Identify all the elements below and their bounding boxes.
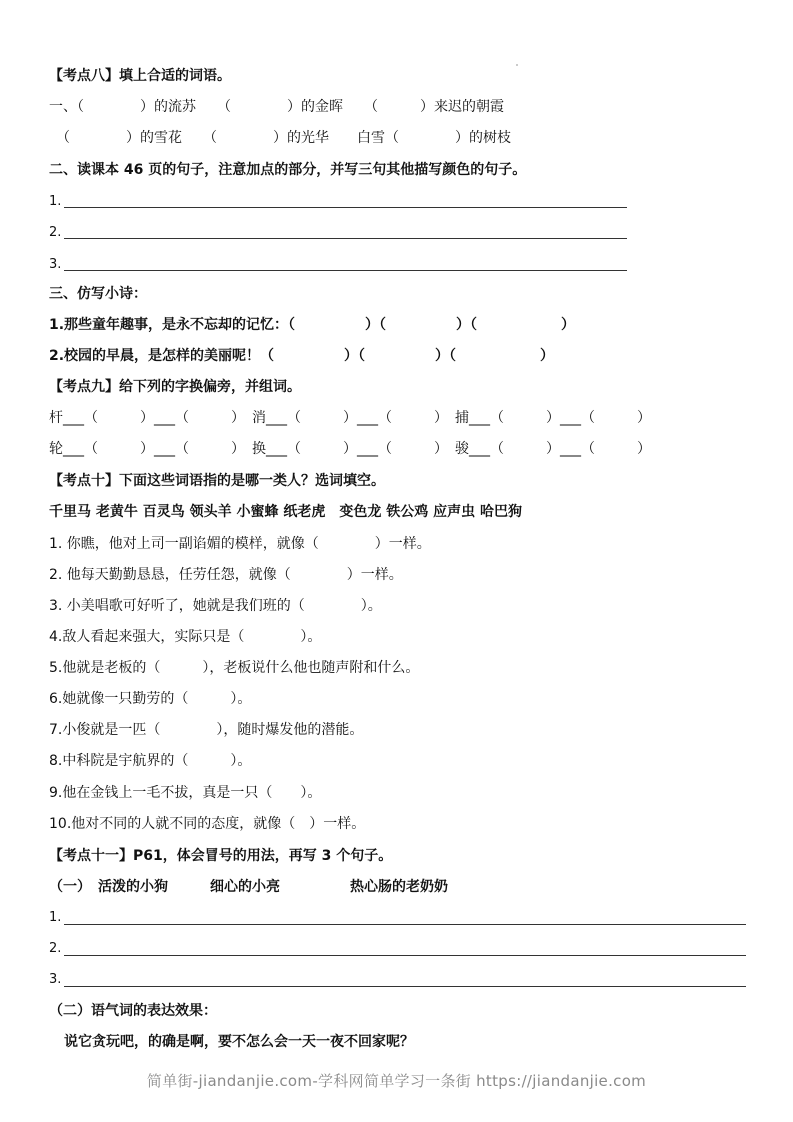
s2-answer-line-2[interactable] bbox=[64, 238, 627, 239]
k10-item-2: 2. 他每天勤勤恳恳，任劳任怨，就像（ ）一样。 bbox=[49, 567, 403, 583]
k9-row-1: 杆___（ ）___（ ） 消___（ ）___（ ） 捕___（ ）___（ ） bbox=[49, 410, 651, 426]
k10-item-3: 3. 小美唱歌可好听了，她就是我们班的（ ）。 bbox=[49, 598, 382, 614]
s2-answer-line-1[interactable] bbox=[64, 207, 627, 208]
k11-sentence: 说它贪玩吧，的确是啊，要不怎么会一天一夜不回家呢？ bbox=[64, 1034, 414, 1050]
s3-item-2: 2.校园的早晨，是怎样的美丽呢！（ ）（ ）（ ） bbox=[49, 348, 555, 364]
k11-answer-line-1[interactable] bbox=[64, 924, 746, 925]
s2-answer-line-3[interactable] bbox=[64, 270, 627, 271]
k10-word-bank: 千里马 老黄牛 百灵鸟 领头羊 小蜜蜂 纸老虎 变色龙 铁公鸡 应声虫 哈巴狗 bbox=[49, 504, 522, 520]
k11-line-label-3: 3. bbox=[49, 972, 62, 987]
k10-item-8: 8.中科院是宇航界的（ ）。 bbox=[49, 753, 252, 769]
s3-title: 三、仿写小诗： bbox=[49, 286, 147, 302]
k9-title: 【考点九】给下列的字换偏旁，并组词。 bbox=[49, 379, 301, 395]
k10-item-5: 5.他就是老板的（ ），老板说什么他也随声附和什么。 bbox=[49, 660, 420, 676]
k8-row-1: 一、（ ）的流苏 （ ）的金晖 （ ）来迟的朝霞 bbox=[49, 99, 504, 115]
k11-sub-2: （二）语气词的表达效果： bbox=[49, 1003, 217, 1019]
k10-title: 【考点十】下面这些词语指的是哪一类人？选词填空。 bbox=[49, 473, 385, 489]
k10-item-9: 9.他在金钱上一毛不拔，真是一只（ ）。 bbox=[49, 785, 322, 801]
k10-item-1: 1. 你瞧，他对上司一副谄媚的模样，就像（ ）一样。 bbox=[49, 536, 431, 552]
k11-line-label-2: 2. bbox=[49, 941, 62, 956]
k10-item-10: 10.他对不同的人就不同的态度，就像（ ）一样。 bbox=[49, 816, 366, 832]
k11-sub-1: （一） 活泼的小狗 细心的小亮 热心肠的老奶奶 bbox=[49, 879, 448, 895]
k10-item-4: 4.敌人看起来强大，实际只是（ ）。 bbox=[49, 629, 322, 645]
s2-line-label-1: 1. bbox=[49, 194, 62, 209]
page-footer: 简单街-jiandanjie.com-学科网简单学习一条街 https://jiandanjie.com bbox=[146, 1072, 647, 1090]
k11-line-label-1: 1. bbox=[49, 910, 62, 925]
k9-row-2: 轮___（ ）___（ ） 换___（ ）___（ ） 骏___（ ）___（ ） bbox=[49, 441, 651, 457]
stray-dot bbox=[516, 64, 518, 66]
k10-item-6: 6.她就像一只勤劳的（ ）。 bbox=[49, 691, 252, 707]
s3-item-1: 1.那些童年趣事，是永不忘却的记忆：（ ）（ ）（ ） bbox=[49, 317, 576, 333]
k11-answer-line-2[interactable] bbox=[64, 955, 746, 956]
s2-line-label-3: 3. bbox=[49, 257, 62, 272]
k8-row-2: （ ）的雪花 （ ）的光华 白雪（ ）的树枝 bbox=[49, 130, 511, 146]
k8-title: 【考点八】填上合适的词语。 bbox=[49, 68, 231, 84]
k11-title: 【考点十一】P61，体会冒号的用法，再写 3 个句子。 bbox=[49, 848, 393, 864]
s2-line-label-2: 2. bbox=[49, 225, 62, 240]
s2-title: 二、读课本 46 页的句子，注意加点的部分，并写三句其他描写颜色的句子。 bbox=[49, 162, 527, 178]
k10-item-7: 7.小俊就是一匹（ ），随时爆发他的潜能。 bbox=[49, 722, 364, 738]
k11-answer-line-3[interactable] bbox=[64, 986, 746, 987]
